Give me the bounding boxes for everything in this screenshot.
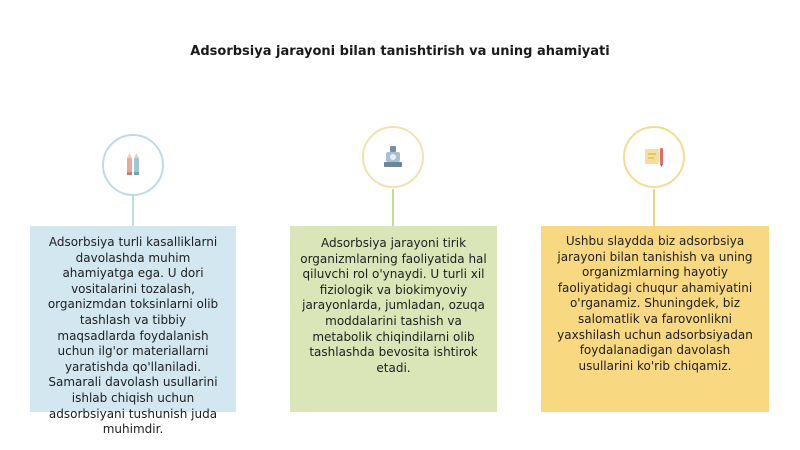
slide-title: Adsorbsiya jarayoni bilan tanishtirish va uning ahamiyati [190, 44, 610, 59]
connector-line-blue [132, 195, 134, 226]
card-text: Adsorbsiya turli kasalliklarni davolashda muhim ahamiyatga ega. U dori vositalarini tozalash, organizmdan toksinlarni olib tashlash va tibbiy maqsadlarda foydalanish uchun ilg'or materiallarni yaratishda qo'llaniladi. Samarali davolash usullarini ishlab chiqish uchun adsorbsiyani tushunish juda muhimdir. [47, 235, 219, 437]
card-text: Adsorbsiya jarayoni tirik organizmlarning faoliyatida hal qiluvchi rol o'ynaydi. U turli xil fiziologik va biokimyoviy jarayonlarda, jumladan, ozuqa moddalarini tashish va metabolik chiqindilarni olib tashlashda bevosita ishtirok etadi. [300, 236, 487, 375]
icon-circle-yellow [623, 126, 685, 188]
card-text: Ushbu slaydda biz adsorbsiya jarayoni bilan tanishish va uning organizmlarning hayotiy faoliyatidagi chuqur ahamiyatini o'rganamiz. Shuningdek, biz salomatlik va farovonlikni yaxshilash uchun adsorbsiyadan foydalanadigan davolash usullarini ko'rib chiqamiz. [557, 234, 753, 373]
card-medical-importance [30, 226, 236, 437]
icon-circle-blue [102, 134, 164, 196]
card-slide-overview [541, 226, 769, 412]
connector-line-green [392, 189, 394, 226]
icon-circle-green [362, 126, 424, 188]
document-icon [639, 142, 669, 172]
connector-line-yellow [653, 189, 655, 226]
pencils-icon [118, 150, 148, 180]
card-organism-role [290, 226, 497, 412]
lab-flask-icon [378, 142, 408, 172]
